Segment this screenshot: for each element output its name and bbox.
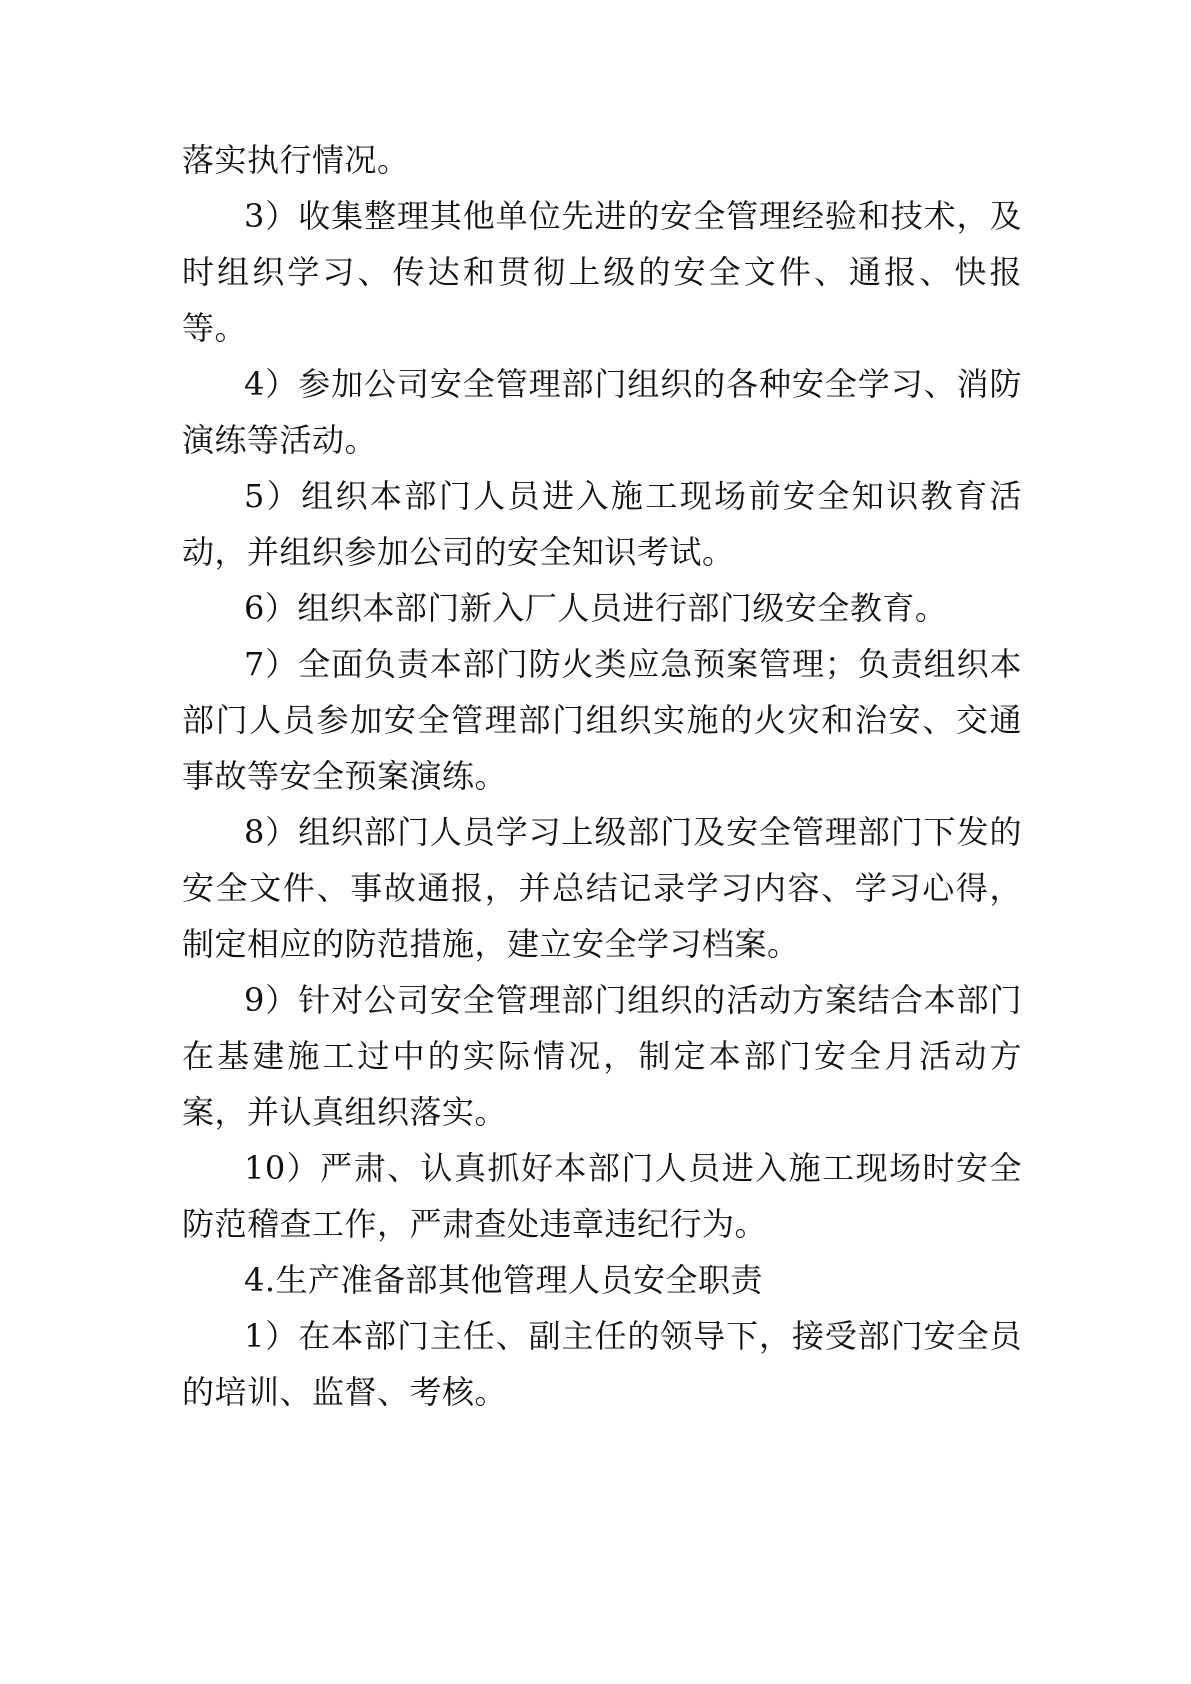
document-body [182,132,1022,1420]
paragraph-item-4: 4）参加公司安全管理部门组织的各种安全学习、消防演练等活动。 [182,365,1022,459]
paragraph-continuation: 落实执行情况。 [182,141,410,179]
paragraph-item-3: 3）收集整理其他单位先进的安全管理经验和技术，及时组织学习、传达和贯彻上级的安全文件、通报、快报等。 [182,197,1022,347]
paragraph-item-7: 7）全面负责本部门防火类应急预案管理；负责组织本部门人员参加安全管理部门组织实施的火灾和治安、交通事故等安全预案演练。 [182,645,1022,795]
paragraph-item-6: 6）组织本部门新入厂人员进行部门级安全教育。 [244,589,948,627]
paragraph-item-1: 1）在本部门主任、副主任的领导下，接受部门安全员的培训、监督、考核。 [182,1317,1022,1411]
paragraph-item-8: 8）组织部门人员学习上级部门及安全管理部门下发的安全文件、事故通报，并总结记录学习内容、学习心得，制定相应的防范措施，建立安全学习档案。 [182,813,1022,963]
section-heading: 4.生产准备部其他管理人员安全职责 [244,1261,764,1299]
paragraph-item-9: 9）针对公司安全管理部门组织的活动方案结合本部门在基建施工过中的实际情况，制定本部门安全月活动方案，并认真组织落实。 [182,981,1022,1131]
paragraph-item-5: 5）组织本部门人员进入施工现场前安全知识教育活动，并组织参加公司的安全知识考试。 [182,477,1022,571]
paragraph-item-10: 10）严肃、认真抓好本部门人员进入施工现场时安全防范稽查工作，严肃查处违章违纪行为。 [182,1149,1022,1243]
